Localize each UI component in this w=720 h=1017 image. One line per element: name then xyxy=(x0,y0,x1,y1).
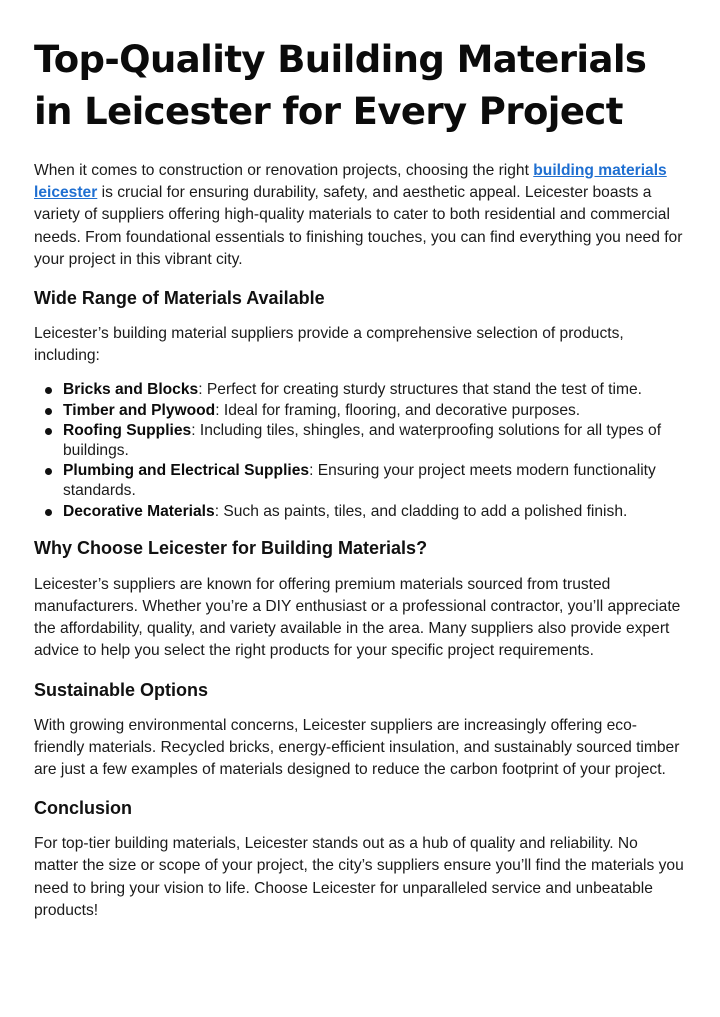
list-item xyxy=(34,421,686,461)
list-item-description: : Ensuring your project meets modern functionality standards. xyxy=(63,462,656,500)
list-item-description: : Including tiles, shingles, and waterproofing solutions for all types of buildings. xyxy=(63,421,662,460)
list-item xyxy=(34,401,686,421)
conclusion-paragraph: For top-tier building materials, Leicester stands out as a hub of quality and reliability. No matter the size or scope of your project, the city’s suppliers ensure you’ll find the materials you need to bring your vision to life. Choose Leicester for unparalleled service and unbeatable products! xyxy=(34,835,684,919)
list-item xyxy=(34,502,686,522)
why-choose-heading: Why Choose Leicester for Building Materials? xyxy=(34,537,428,558)
sustainable-heading: Sustainable Options xyxy=(34,679,209,700)
materials-list xyxy=(34,380,686,521)
list-item xyxy=(34,461,686,501)
sustainable-paragraph: With growing environmental concerns, Leicester suppliers are increasingly offering eco-friendly materials. Recycled bricks, energy-efficient insulation, and sustainably sourced timber are just a few examples of materials designed to reduce the carbon footprint of your project. xyxy=(34,716,680,779)
list-item-term: Bricks and Blocks xyxy=(63,381,199,399)
page-title: Top-Quality Building Materials in Leicester for Every Project xyxy=(34,38,647,133)
list-item-description: : Perfect for creating sturdy structures that stand the test of time. xyxy=(198,381,642,399)
conclusion-heading: Conclusion xyxy=(34,798,132,819)
materials-heading: Wide Range of Materials Available xyxy=(34,288,325,309)
list-item xyxy=(34,380,686,400)
list-item-description: : Such as paints, tiles, and cladding to add a polished finish. xyxy=(214,502,628,520)
list-item-term: Plumbing and Electrical Supplies xyxy=(63,462,310,480)
bullet-icon xyxy=(45,387,52,394)
bullet-icon xyxy=(45,509,52,516)
intro-paragraph xyxy=(34,160,686,271)
intro-text-after-link: is crucial for ensuring durability, safety, and aesthetic appeal. Leicester boasts a variety of suppliers offering high-quality materials to cater to both residential and commercial needs. From foundational essentials to finishing touches, you can find everything you need for your project in this vibrant city. xyxy=(34,184,683,268)
intro-text-before-link: When it comes to construction or renovation projects, choosing the right xyxy=(34,162,534,179)
bullet-icon xyxy=(45,408,52,415)
list-item-description: : Ideal for framing, flooring, and decorative purposes. xyxy=(215,401,581,419)
building-materials-link[interactable]: building materials leicester xyxy=(34,162,667,202)
list-item-term: Decorative Materials xyxy=(63,502,215,520)
why-choose-paragraph: Leicester’s suppliers are known for offering premium materials sourced from trusted manufacturers. Whether you’re a DIY enthusiast or a professional contractor, you’ll appreciate the affordability, quality, and variety available in the area. Many suppliers also provide expert advice to help you select the right products for your specific project requirements. xyxy=(34,575,681,660)
bullet-icon xyxy=(45,468,52,475)
list-item-term: Timber and Plywood xyxy=(63,401,216,419)
bullet-icon xyxy=(45,428,52,435)
list-item-term: Roofing Supplies xyxy=(63,421,192,439)
materials-lead-paragraph: Leicester’s building material suppliers provide a comprehensive selection of products, including: xyxy=(34,325,624,365)
